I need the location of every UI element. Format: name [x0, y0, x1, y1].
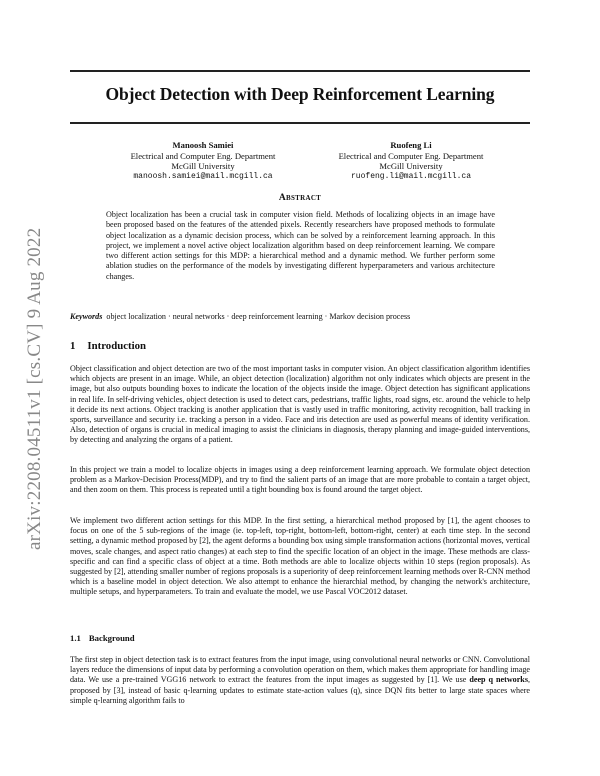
keywords-text: object localization · neural networks · deep reinforcement learning · Markov decision process: [106, 312, 411, 321]
author-affiliation: Electrical and Computer Eng. Department: [130, 150, 276, 161]
paragraph-text: , proposed by [3], instead of basic q-learning updates to estimate state-action values (q), since DQN fits better to large state spaces where simple q-learning algorithm fails to: [70, 675, 530, 705]
arxiv-identifier-text: arXiv:2208.04511v1 [cs.CV] 9 Aug 2022: [24, 227, 45, 550]
section-heading: [70, 340, 146, 352]
keywords-line: [70, 312, 530, 322]
subsection-number: 1.1: [70, 633, 81, 643]
bold-term: deep q networks: [469, 675, 528, 685]
author-affiliation: Electrical and Computer Eng. Department: [338, 150, 484, 161]
paper-title: Object Detection with Deep Reinforcement Learning: [105, 84, 495, 104]
arxiv-identifier-stamp: [10, 196, 50, 552]
body-paragraph: In this project we train a model to localize objects in images using a deep reinforcement learning approach. We formulate object detection problem as a Markov-Decision Process(MDP), and try to find the salient parts of an image that are more probable to contain a target object, and then zoom on them. This process is repeated until a tight bounding box is found around the target object.: [70, 465, 530, 495]
title-rule-bottom: [70, 122, 530, 124]
author-block: [88, 140, 318, 182]
title-rule-top: [70, 70, 530, 72]
body-paragraph: Object classification and object detection are two of the most important tasks in computer vision. An object classification algorithm identifies which objects are present in an image. While, an object detection (localization) algorithm not only indicates which objects are present in the image, but also outputs bounding boxes to indicate the location of the objects inside the image. Object detection has significant applications in real life. In self-driving vehicles, object detection is used to detect cars, pedestrians, traffic lights, road signs, etc. around the vehicle to help it decide its next actions. Object tracking is another application that is vastly used in traffic monitoring, activity recognition, ball tracking in sports, surveillance and security i.e. tracking a person in a video. Face and iris detection are used as powerful means of identity verification. Also, detection of organs is crucial in medical imaging to assist the clinicians in diagnosis, therapy planning and image-guided interventions, by detecting and analyzing the organs of a patient.: [70, 364, 530, 445]
body-paragraph: [70, 655, 530, 706]
subsection-title: Background: [88, 633, 135, 643]
author-institution: McGill University: [171, 161, 235, 172]
author-email[interactable]: ruofeng.li@mail.mcgill.ca: [350, 171, 472, 181]
author-institution: McGill University: [379, 161, 443, 172]
keywords-label: Keywords: [70, 312, 103, 321]
abstract-heading: Abstract: [278, 193, 322, 203]
section-title: Introduction: [87, 340, 147, 352]
author-name: Ruofeng Li: [390, 140, 432, 150]
author-name: Manoosh Samiei: [172, 140, 234, 150]
abstract-text: Object localization has been a crucial task in computer vision field. Methods of localizing objects in an image have been proposed based on the features of the attended pixels. Recently researchers have proposed methods to formulate object localization as a dynamic decision process, which can be solved by a reinforcement learning approach. In this project, we implement a novel active object localization algorithm based on deep reinforcement learning. We compare two different action settings for this MDP: a hierarchical method and a dynamic method. We further perform some ablation studies on the performance of the models by investigating different hyperparameters and various architecture changes.: [106, 210, 495, 281]
paragraph-text: The first step in object detection task is to extract features from the input image, using convolutional neural networks or CNN. Convolutional layers reduce the dimensions of input data by performing a convolution operation on them, which makes them appropriate for handling image data. We use a pre-trained VGG16 network to extract the features from the input images as suggested by [1]. We use: [70, 655, 530, 685]
author-email[interactable]: manoosh.samiei@mail.mcgill.ca: [133, 171, 273, 181]
section-number: 1: [70, 340, 76, 352]
author-block: [296, 140, 526, 182]
body-paragraph: We implement two different action settings for this MDP. In the first setting, a hierarchical method proposed by [1], the agent chooses to focus on one of the 5 sub-regions of the image (ie. top-left, top-right, bottom-left, bottom-right, center) at each time step. In the second setting, a dynamic method proposed by [2], the agent deforms a bounding box using simple transformation actions (horizontal moves, vertical moves, scale changes, and aspect ratio changes) at each step to find the specific location of an object in the image. These methods are class-specific and can find a specific class of object at a time. Both methods are able to localize objects within 10 steps (region proposals). As suggested by [2], attending smaller number of regions proposals is a superiority of deep reinforcement learning methods over R-CNN method which is a baseline model in object detection. We also attempt to enhance the hierarchial method, by changing the network's architecture, multiple setups, and hyperparameters. To train and evaluate the model, we use Pascal VOC2012 dataset.: [70, 516, 530, 597]
subsection-heading: [70, 633, 135, 643]
